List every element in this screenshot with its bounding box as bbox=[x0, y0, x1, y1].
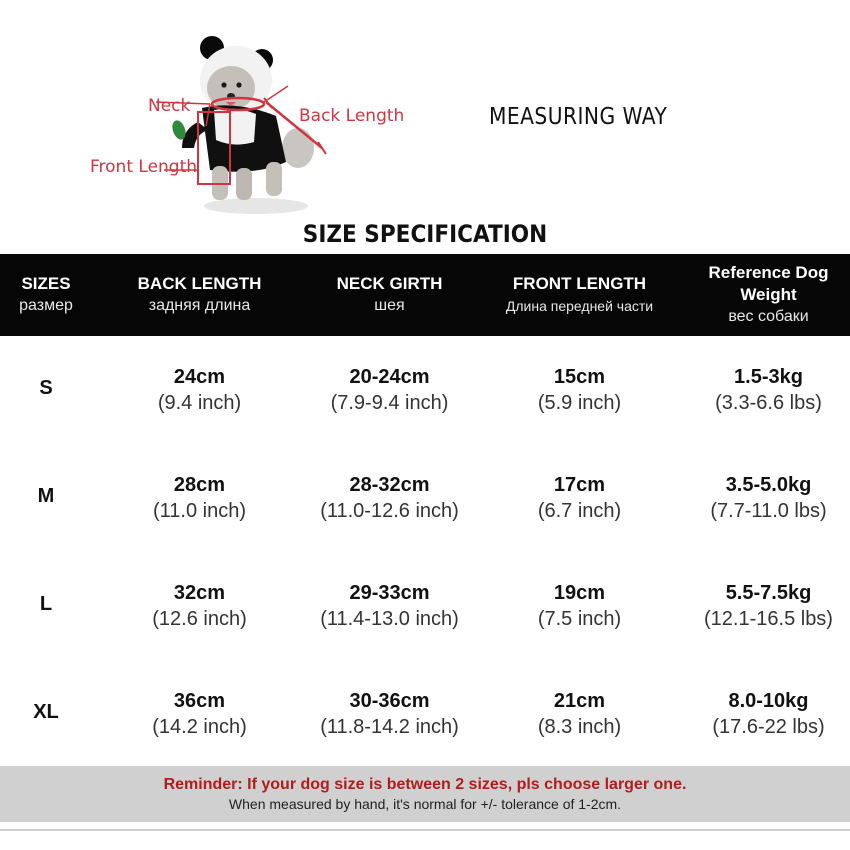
front-length-inch: (8.3 inch) bbox=[537, 716, 622, 738]
front-length-inch: (5.9 inch) bbox=[537, 392, 622, 414]
weight-kg: 3.5-5.0kg bbox=[725, 474, 812, 496]
header-front-length: FRONT LENGTH Длина передней части bbox=[505, 274, 654, 314]
back-length-cm: 36cm bbox=[173, 690, 226, 712]
dog-measurement-illustration bbox=[86, 30, 416, 220]
table-row bbox=[0, 552, 850, 660]
neck-label: Neck bbox=[148, 96, 191, 116]
back-length-inch: (12.6 inch) bbox=[152, 608, 247, 630]
neck-girth-inch: (11.0-12.6 inch) bbox=[320, 500, 459, 522]
weight-lbs: (7.7-11.0 lbs) bbox=[710, 500, 827, 522]
back-length-inch: (9.4 inch) bbox=[157, 392, 242, 414]
measuring-way-heading: MEASURING WAY bbox=[489, 104, 668, 130]
front-length-label: Front Length bbox=[90, 157, 198, 177]
weight-kg: 5.5-7.5kg bbox=[725, 582, 812, 604]
weight-kg: 8.0-10kg bbox=[728, 690, 809, 712]
neck-girth-inch: (11.8-14.2 inch) bbox=[320, 716, 459, 738]
size-label: L bbox=[39, 592, 53, 615]
tolerance-note: When measured by hand, it's normal for +/- tolerance of 1-2cm. bbox=[228, 796, 622, 812]
header-back-length: BACK LENGTH задняя длина bbox=[137, 274, 262, 314]
reminder-banner bbox=[0, 766, 850, 822]
front-length-inch: (7.5 inch) bbox=[537, 608, 622, 630]
size-label: M bbox=[37, 484, 55, 507]
front-length-cm: 19cm bbox=[553, 582, 606, 604]
weight-kg: 1.5-3kg bbox=[734, 366, 803, 388]
front-length-cm: 17cm bbox=[553, 474, 606, 496]
weight-lbs: (12.1-16.5 lbs) bbox=[704, 608, 833, 630]
measuring-section bbox=[0, 0, 850, 222]
back-length-label: Back Length bbox=[299, 106, 405, 126]
front-length-cm: 21cm bbox=[553, 690, 606, 712]
neck-girth-cm: 30-36cm bbox=[349, 690, 430, 712]
back-length-cm: 24cm bbox=[173, 366, 226, 388]
neck-girth-inch: (11.4-13.0 inch) bbox=[320, 608, 459, 630]
header-reference-weight: Reference Dog Weight вес собаки bbox=[708, 263, 829, 325]
front-length-cm: 15cm bbox=[553, 366, 606, 388]
back-length-inch: (11.0 inch) bbox=[152, 500, 246, 522]
neck-girth-cm: 20-24cm bbox=[349, 366, 430, 388]
table-row bbox=[0, 336, 850, 444]
weight-lbs: (17.6-22 lbs) bbox=[712, 716, 825, 738]
size-specification-title: SIZE SPECIFICATION bbox=[302, 220, 548, 248]
neck-girth-inch: (7.9-9.4 inch) bbox=[330, 392, 449, 414]
table-row bbox=[0, 660, 850, 768]
back-length-cm: 32cm bbox=[173, 582, 226, 604]
size-label: XL bbox=[33, 700, 59, 723]
size-label: S bbox=[39, 376, 53, 399]
table-header bbox=[0, 254, 850, 336]
neck-girth-cm: 29-33cm bbox=[349, 582, 430, 604]
header-sizes: SIZES размер bbox=[19, 274, 73, 314]
front-length-inch: (6.7 inch) bbox=[537, 500, 622, 522]
reminder-text: Reminder: If your dog size is between 2 sizes, pls choose larger one. bbox=[163, 776, 687, 793]
bottom-divider bbox=[0, 829, 850, 831]
neck-girth-cm: 28-32cm bbox=[349, 474, 430, 496]
back-length-cm: 28cm bbox=[173, 474, 226, 496]
weight-lbs: (3.3-6.6 lbs) bbox=[715, 392, 822, 414]
header-neck-girth: NECK GIRTH шея bbox=[336, 274, 443, 314]
back-length-inch: (14.2 inch) bbox=[152, 716, 247, 738]
table-row bbox=[0, 444, 850, 552]
size-table-body bbox=[0, 336, 850, 768]
